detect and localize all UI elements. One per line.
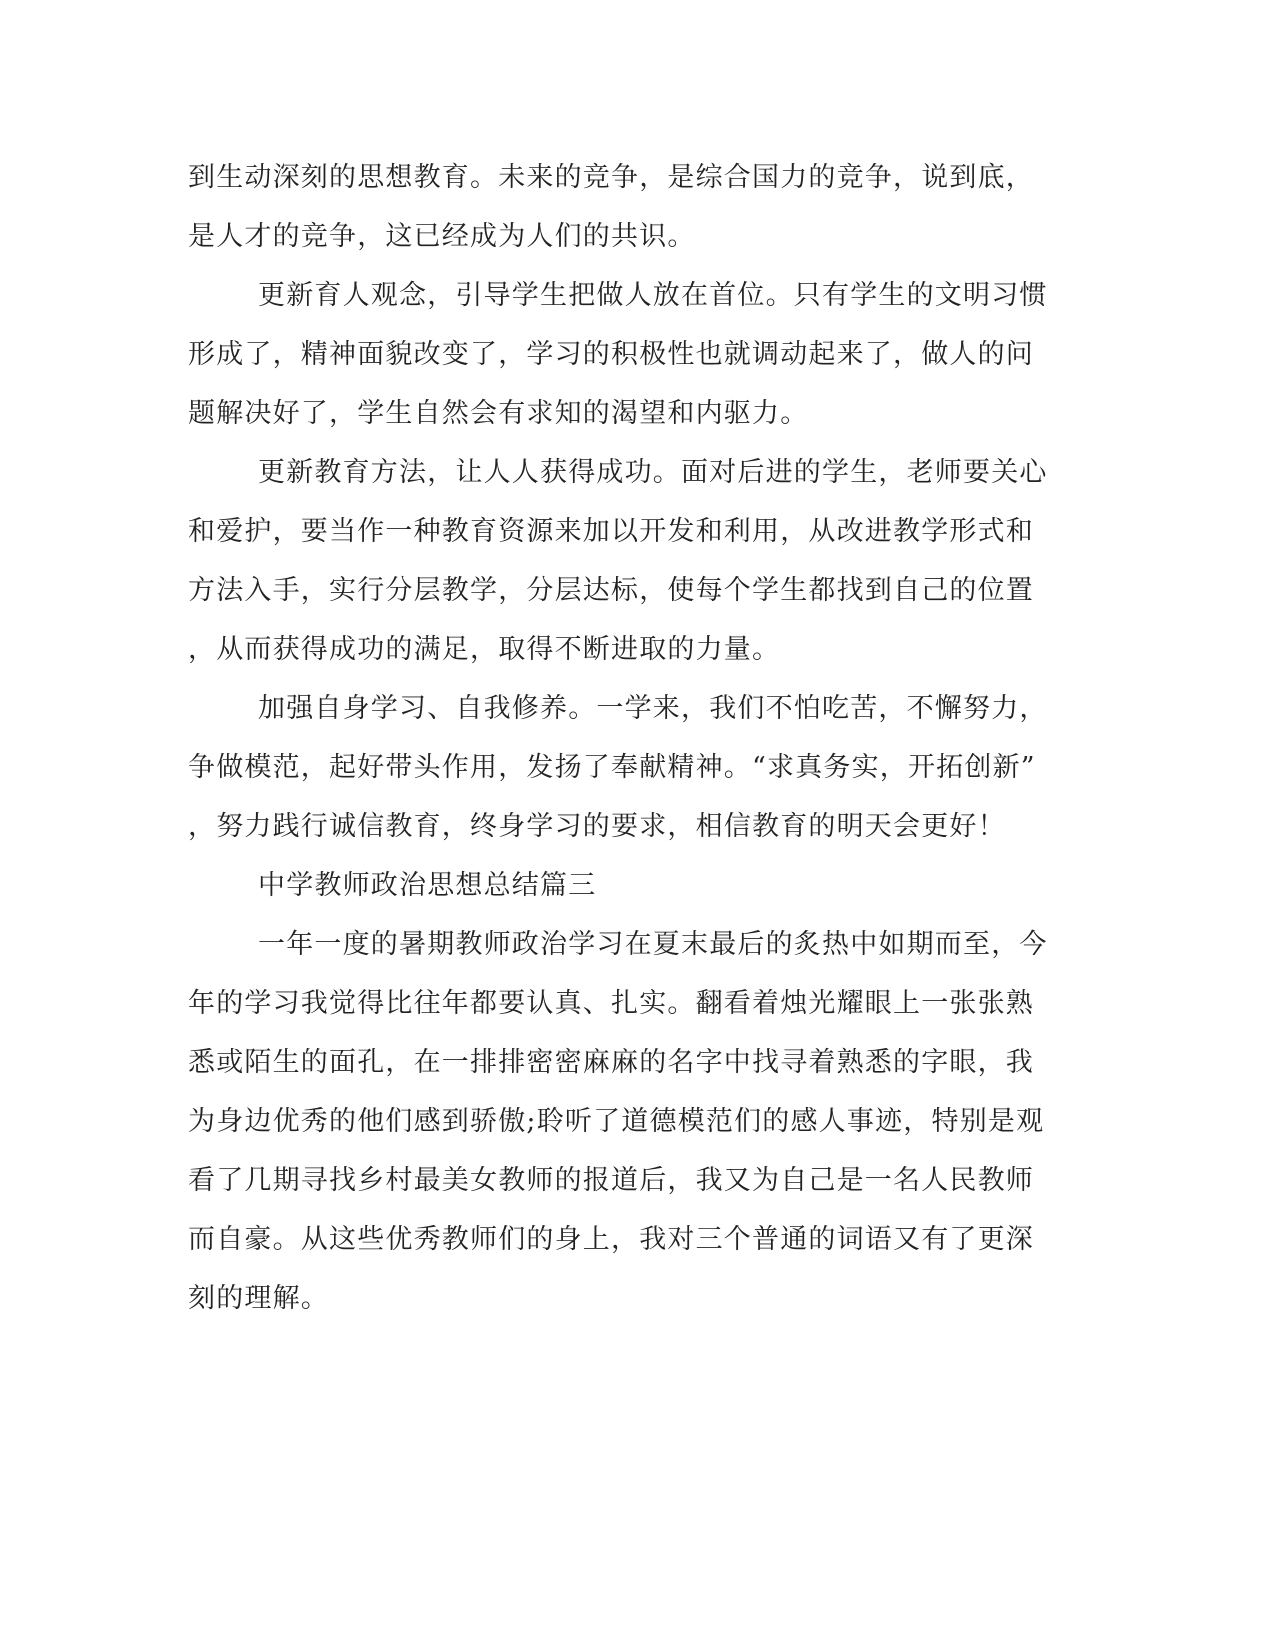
text-line: ，努力践行诚信教育，终身学习的要求，相信教育的明天会更好！ [188, 811, 1006, 842]
text-line: 看了几期寻找乡村最美女教师的报道后，我又为自己是一名人民教师 [188, 1165, 1034, 1196]
text-line: 年的学习我觉得比往年都要认真、扎实。翻看着烛光耀眼上一张张熟 [188, 988, 1034, 1019]
text-line: 到生动深刻的思想教育。未来的竞争，是综合国力的竞争，说到底， [188, 162, 1034, 193]
text-line: 题解决好了，学生自然会有求知的渴望和内驱力。 [188, 398, 809, 429]
text-line: 是人才的竞争，这已经成为人们的共识。 [188, 221, 696, 252]
text-line: 形成了，精神面貌改变了，学习的积极性也就调动起来了，做人的问 [188, 339, 1034, 370]
text-line: 和爱护，要当作一种教育资源来加以开发和利用，从改进教学形式和 [188, 516, 1034, 547]
text-line: 刻的理解。 [188, 1283, 329, 1314]
text-line: 而自豪。从这些优秀教师们的身上，我对三个普通的词语又有了更深 [188, 1224, 1034, 1255]
text-line: 悉或陌生的面孔，在一排排密密麻麻的名字中找寻着熟悉的字眼，我 [188, 1047, 1034, 1078]
text-line: 为身边优秀的他们感到骄傲;聆听了道德模范们的感人事迹，特别是观 [188, 1106, 1045, 1137]
paragraph-first-line: 一年一度的暑期教师政治学习在夏末最后的炙热中如期而至，今 [258, 929, 1048, 960]
section-heading: 中学教师政治思想总结篇三 [258, 870, 597, 901]
paragraph-first-line: 更新育人观念，引导学生把做人放在首位。只有学生的文明习惯 [258, 280, 1048, 311]
paragraph-first-line: 更新教育方法，让人人获得成功。面对后进的学生，老师要关心 [258, 457, 1048, 488]
text-line: ，从而获得成功的满足，取得不断进取的力量。 [188, 634, 781, 665]
text-line: 方法入手，实行分层教学，分层达标，使每个学生都找到自己的位置 [188, 575, 1034, 606]
text-line: 争做模范，起好带头作用，发扬了奉献精神。“求真务实，开拓创新” [188, 752, 1036, 783]
paragraph-first-line: 加强自身学习、自我修养。一学来，我们不怕吃苦，不懈努力， [258, 693, 1048, 724]
